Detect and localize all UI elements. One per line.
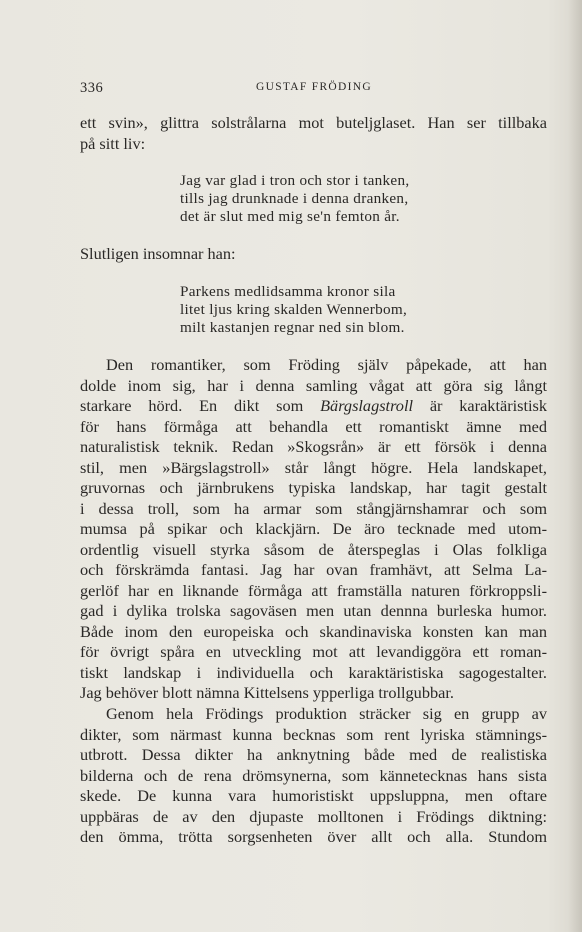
text-line: dikter, som närmast kunna becknas som rent lyriska stämnings- — [80, 724, 547, 744]
text-line: naturalistisk teknik. Redan »Skogsrån» är ett försök i denna — [80, 437, 547, 456]
verse-line: milt kastanjen regnar ned sin blom. — [180, 319, 405, 336]
verse-intro: Slutligen insomnar han: — [80, 244, 236, 263]
text-line — [80, 396, 547, 417]
text-line: i dessa troll, som ha armar som stångjärnshamrar och som — [80, 498, 547, 518]
body-paragraph-romantic — [80, 355, 547, 704]
text-line: stil, men »Bärgslagstroll» står långt högre. Hela landskapet, — [80, 457, 547, 477]
text-line: och förskrämda fantasi. Jag har ovan framhävt, att Selma La- — [80, 560, 547, 579]
page-header — [80, 80, 548, 98]
page-number: 336 — [80, 80, 104, 96]
text-line: Den romantiker, som Fröding själv påpekade, att han — [106, 355, 547, 374]
opening-paragraph — [80, 113, 547, 154]
body-paragraph-lyric — [80, 704, 547, 848]
verse-stanza-1 — [180, 172, 409, 226]
text-line: gruvornas och järnbrukens typiska landskap, har tagit gestalt — [80, 478, 547, 497]
text-line: Både inom den europeiska och skandinaviska konsten kan man — [80, 621, 547, 641]
text-line: Genom hela Frödings produktion sträcker sig en grupp av — [106, 704, 547, 723]
text-line: för övrigt spåra en utveckling mot att levandiggöra ett roman- — [80, 642, 547, 661]
text-line: skede. De kunna vara humoristiskt uppsluppna, men oftare — [80, 786, 547, 805]
verse-line: Parkens medlidsamma kronor sila — [180, 283, 396, 300]
text-line: ett svin», glittra solstrålarna mot buteljglaset. Han ser tillbaka — [80, 113, 547, 132]
verse-stanza-2 — [180, 283, 407, 337]
text-line: Jag behöver blott nämna Kittelsens ypperliga trollgubbar. — [80, 683, 454, 702]
text-line: uppbäras de av den djupaste molltonen i Frödings diktning: — [80, 806, 547, 826]
verse-line: Jag var glad i tron och stor i tanken, — [180, 172, 410, 189]
text-line: dolde inom sig, har i denna samling vågat att göra sig långt — [80, 375, 547, 395]
running-head: GUSTAF FRÖDING — [255, 81, 372, 93]
text-line: tiskt landskap i individuella och karaktäristiska sagogestalter. — [80, 662, 547, 682]
text-line: för hans förmåga att behandla ett romantiskt ämne med — [80, 416, 547, 436]
text-segment: starkare hörd. En dikt som — [80, 396, 321, 415]
verse-line: det är slut med mig se'n femton år. — [180, 208, 400, 225]
page-edge-shadow — [568, 0, 582, 932]
text-line: utbrott. Dessa dikter ha anknytning både med de realistiska — [80, 745, 547, 764]
verse-line: litet ljus kring skalden Wennerbom, — [180, 301, 408, 318]
text-line: gerlöf har en liknande förmåga att framställa naturen förkroppsli- — [80, 580, 547, 600]
text-line: ordentlig visuell styrka såsom de återspeglas i Olas folkliga — [80, 539, 547, 559]
text-line: mumsa på spikar och klackjärn. De äro tecknade med utom- — [80, 519, 547, 538]
text-line: gad i dylika trolska sagoväsen men utan dennna burleska humor. — [80, 601, 547, 620]
text-line: bilderna och de rena drömsynerna, som kännetecknas hans sista — [80, 765, 547, 785]
text-segment: är karaktäristisk — [413, 396, 548, 415]
verse-line: tills jag drunknade i denna dranken, — [180, 190, 409, 207]
text-line: på sitt liv: — [80, 133, 146, 153]
poem-title-italic: Bärgslagstroll — [320, 396, 413, 415]
text-line: den ömma, trötta sorgsenheten över allt och alla. Stundom — [80, 827, 547, 846]
